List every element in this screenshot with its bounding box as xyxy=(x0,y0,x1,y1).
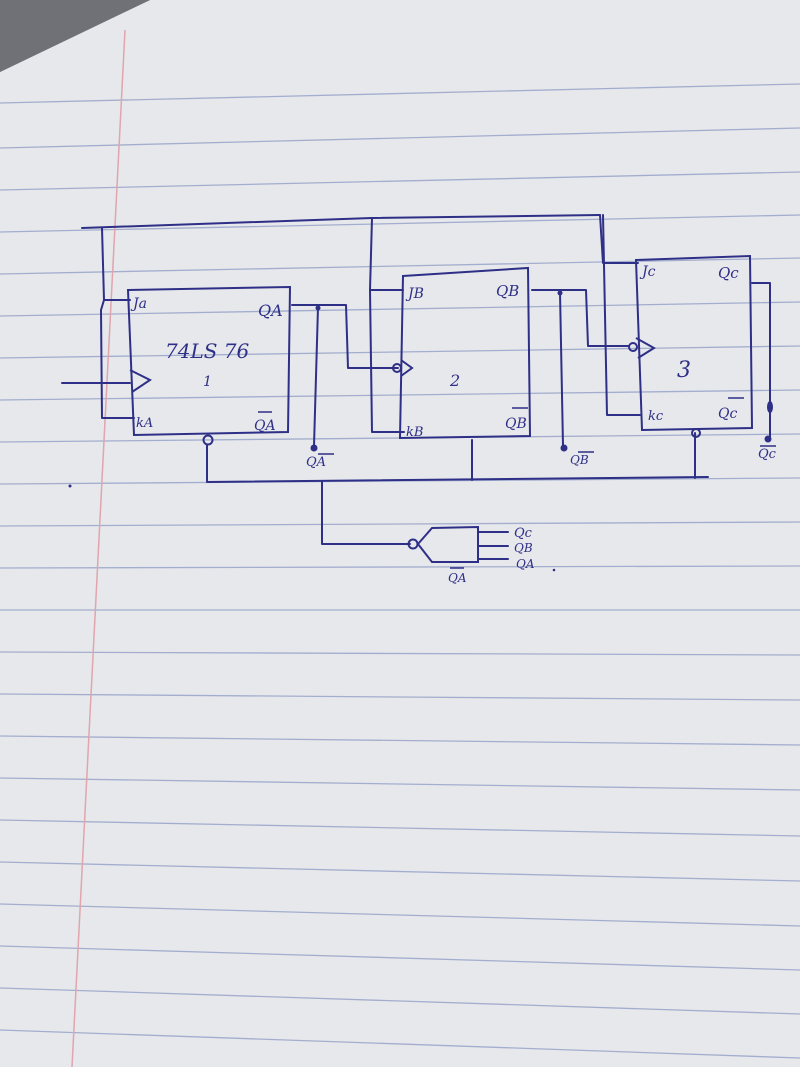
ff2-qbar-label: QB xyxy=(505,416,527,432)
ff1-q-label: QA xyxy=(258,301,283,320)
terminal-qb-bar xyxy=(561,445,568,452)
output-qa-bar: QA xyxy=(306,455,327,470)
terminal-qc-bar xyxy=(765,436,772,443)
ff2-k-label: kB xyxy=(406,425,424,440)
ff2-j-label: JB xyxy=(408,286,424,302)
gate-input-qa: QA xyxy=(516,557,535,571)
gate-input-qb: QB xyxy=(514,541,533,555)
terminal-qa-bar xyxy=(311,445,318,452)
ff2-q-label: QB xyxy=(496,282,520,300)
junction-qa xyxy=(316,306,321,311)
ff1-j-label: Ja xyxy=(133,296,147,312)
ff3-k-label: kc xyxy=(648,409,664,424)
ff3-number-label: 3 xyxy=(677,358,691,383)
ff3-q-label: Qc xyxy=(718,264,739,282)
ff3-qbar-label: Qc xyxy=(718,406,738,422)
ff1-chip-label: 74LS 76 xyxy=(165,339,250,363)
ff3-j-label: Jc xyxy=(642,264,656,280)
stray-dot-right xyxy=(553,569,556,572)
output-qb-bar: QB xyxy=(570,453,589,467)
terminal-qc xyxy=(767,401,773,413)
ff2-number-label: 2 xyxy=(450,371,461,390)
ff1-qbar-label: QA xyxy=(254,418,276,434)
ff1-number-label: 1 xyxy=(203,374,212,390)
junction-qb xyxy=(558,291,563,296)
gate-input-qc: Qc xyxy=(514,526,532,541)
stray-dot-left xyxy=(69,485,72,488)
output-qc-bar: Qc xyxy=(758,447,776,462)
ff1-k-label: kA xyxy=(136,416,154,431)
gate-bottom-label: QA xyxy=(448,571,467,585)
